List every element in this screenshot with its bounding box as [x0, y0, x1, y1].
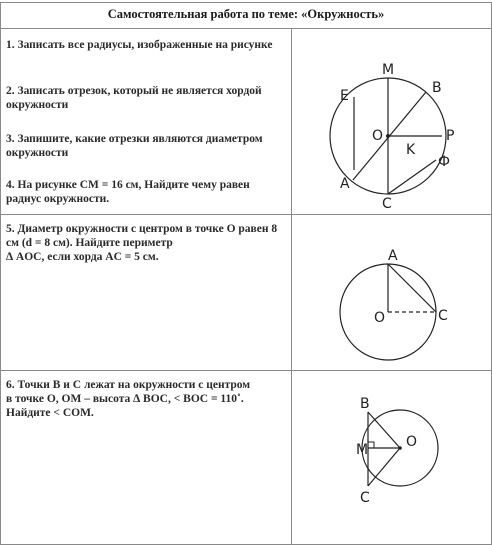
task-6: 6. Точки B и C лежат на окружности с центром в точке O, OM – высота ∆ BOC, < BOC = 110˚. Найдите < COM. — [6, 379, 251, 419]
figure-1-svg — [296, 60, 486, 210]
fig1-label-b: B — [432, 80, 442, 96]
fig2-label-o: O — [374, 310, 386, 326]
fig3-radius-ob — [368, 412, 400, 448]
task-2: 2. Записать отрезок, который не является хордой окружности — [6, 85, 262, 111]
task-3: 3. Запишите, какие отрезки являются диаметром окружности — [6, 133, 263, 159]
figure-1-circle — [296, 60, 486, 210]
figure-3-circle — [296, 394, 486, 506]
fig1-label-o: O — [372, 128, 384, 144]
fig3-label-m: M — [356, 442, 369, 458]
table-border-row1 — [0, 214, 492, 215]
fig2-label-a: A — [388, 248, 398, 264]
fig1-label-p: P — [446, 128, 455, 144]
figure-2-svg — [296, 244, 486, 368]
fig1-label-k: K — [406, 142, 416, 158]
fig2-chord-ac — [388, 264, 436, 312]
task-4: 4. На рисунке CM = 16 см, Найдите чему равен радиус окружности. — [6, 179, 250, 205]
fig1-label-e: E — [340, 88, 349, 104]
table-border-bottom — [0, 544, 492, 545]
table-border-header — [0, 28, 492, 29]
fig1-label-d: Ф — [438, 154, 451, 170]
fig3-label-c: C — [360, 490, 370, 506]
task-5: 5. Диаметр окружности с центром в точке O равен 8 см (d = 8 см). Найдите периметр ∆ AOC, если хорда AC = 5 см. — [6, 223, 278, 263]
fig3-center-dot — [398, 446, 402, 450]
fig3-label-o: O — [406, 434, 418, 450]
table-border-left — [0, 2, 1, 544]
task-1: 1. Записать все радиусы, изображенные на рисунке — [6, 39, 273, 51]
figure-2-circle — [296, 244, 486, 368]
fig1-label-a: A — [340, 176, 350, 192]
table-border-row2 — [0, 370, 492, 371]
figure-3-svg — [296, 394, 486, 506]
fig2-label-c: C — [438, 308, 448, 324]
fig1-label-m: M — [382, 62, 395, 78]
fig3-radius-oc — [368, 448, 400, 486]
fig1-center-dot — [386, 134, 390, 138]
table-border-middle — [291, 28, 292, 544]
fig1-label-c: C — [382, 196, 392, 210]
table-border-top — [0, 2, 492, 3]
worksheet-title: Самостоятельная работа по теме: «Окружность» — [107, 7, 385, 21]
fig3-right-angle-mark — [368, 442, 374, 448]
fig3-label-b: B — [360, 396, 370, 412]
